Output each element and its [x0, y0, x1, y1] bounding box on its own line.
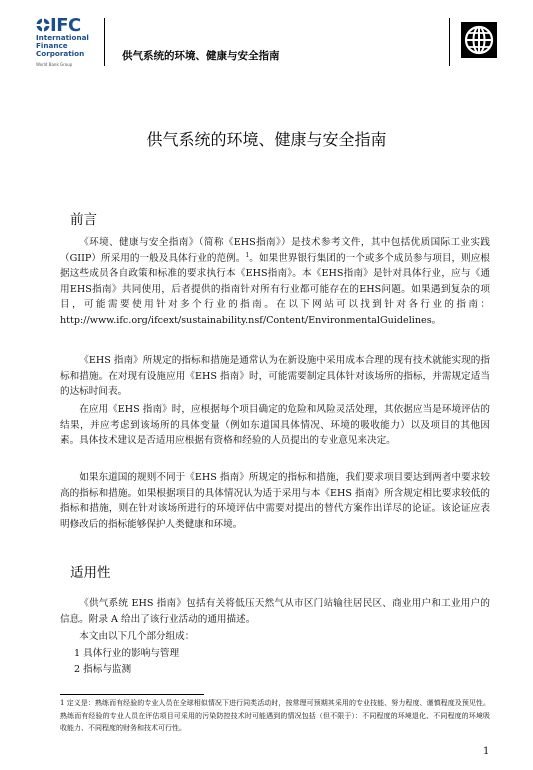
- footnote-divider: [60, 694, 204, 695]
- section-heading-preface: 前言: [70, 212, 97, 228]
- logo-ifc-text: IFC: [50, 15, 81, 36]
- running-title: 供气系统的环境、健康与安全指南: [122, 50, 280, 62]
- header-divider-right: [449, 18, 450, 66]
- preface-paragraph-3: 在应用《EHS 指南》时，应根据每个项目确定的危险和风险灵活处理，其依据应当是环境评估的结果，并应考虑到该场所的具体变量（例如东道国具体情况、环境的吸收能力）以及项目的其他因素。具体技术建议是否适用应根据有资格和经验的人员提出的专业意见来决定。: [60, 404, 490, 447]
- section-heading-applicability: 适用性: [70, 565, 111, 581]
- preface-p1-part-b: 。如果世界银行集团的一个或多个成员参与项目，则应根据这些成员各自政策和标准的要求执行本《EHS指南》。本《EHS指南》是针对具体行业，应与《通用EHS指南》共同使用，后者提供的指南针对所有行业都可能存在的EHS问题。如果遇到复杂的项目，可能需要使用针对多个行业的指南。在以下网站可以找到针对各行业的指南：http://www.ifc.org/ifcext/sustainability.nsf/Content/EnvironmentalGuidelines。: [60, 252, 490, 326]
- logo-line-3: Corporation: [36, 49, 85, 58]
- preface-paragraph-2: 《EHS 指南》所规定的指标和措施是通常认为在新设施中采用成本合理的现有技术就能实现的指标和措施。在对现有设施应用《EHS 指南》时，可能需要制定具体针对该场所的指标，并需规定适当的达标时间表。: [60, 355, 490, 398]
- list-item: 2 指标与监测: [74, 664, 132, 675]
- ifc-logo-mark-icon: [36, 18, 50, 32]
- page-header: [0, 0, 533, 82]
- preface-paragraph-4: 如果东道国的规则不同于《EHS 指南》所规定的指标和措施，我们要求项目要达到两者中要求较高的指标和措施。如果根据项目的具体情况认为适于采用与本《EHS 指南》所含规定相比要求较低的指标和措施，则在针对该场所进行的环境评估中需要对提出的替代方案作出详尽的论证。该论证应表明修改后的指标能够保护人类健康和环境。: [60, 472, 490, 530]
- list-item: 1 具体行业的影响与管理: [74, 648, 180, 659]
- preface-paragraph-1: [60, 235, 490, 329]
- preface-p1-part-a: 《环境、健康与安全指南》（简称《EHS指南》）是技术参考文件，其中包括优质国际工业实践（GIIP）所采用的一般及具体行业的范例。: [60, 237, 490, 264]
- footnote-ref-1[interactable]: 1: [245, 251, 250, 259]
- footnote-1: 1 定义是：熟练而有经验的专业人员在全球相似情况下进行同类活动时，按常理可预期其采用的专业技能、努力程度、谨慎程度及预见性。熟练而有经验的专业人员在评估项目可采用的污染防控技术时可能遇到的情况包括（但不限于）：不同程度的环境退化、不同程度的环境吸收能力、不同程度的财务和技术可行性。: [60, 699, 490, 732]
- page-number: 1: [483, 746, 490, 757]
- ifc-logo: [36, 15, 96, 68]
- applicability-paragraph-2: 本文由以下几个部分组成：: [79, 631, 195, 642]
- logo-sub: World Bank Group: [36, 62, 73, 67]
- logo-line-1: International: [36, 33, 89, 42]
- logo-line-2: Finance: [36, 41, 68, 50]
- applicability-paragraph-1: 《供气系统 EHS 指南》包括有关将低压天然气从市区门站输往居民区、商业用户和工业用户的信息。附录 A 给出了该行业活动的通用描述。: [60, 598, 490, 625]
- document-title: 供气系统的环境、健康与安全指南: [146, 130, 387, 149]
- world-bank-globe-icon: [461, 22, 497, 58]
- header-divider-left: [104, 18, 105, 66]
